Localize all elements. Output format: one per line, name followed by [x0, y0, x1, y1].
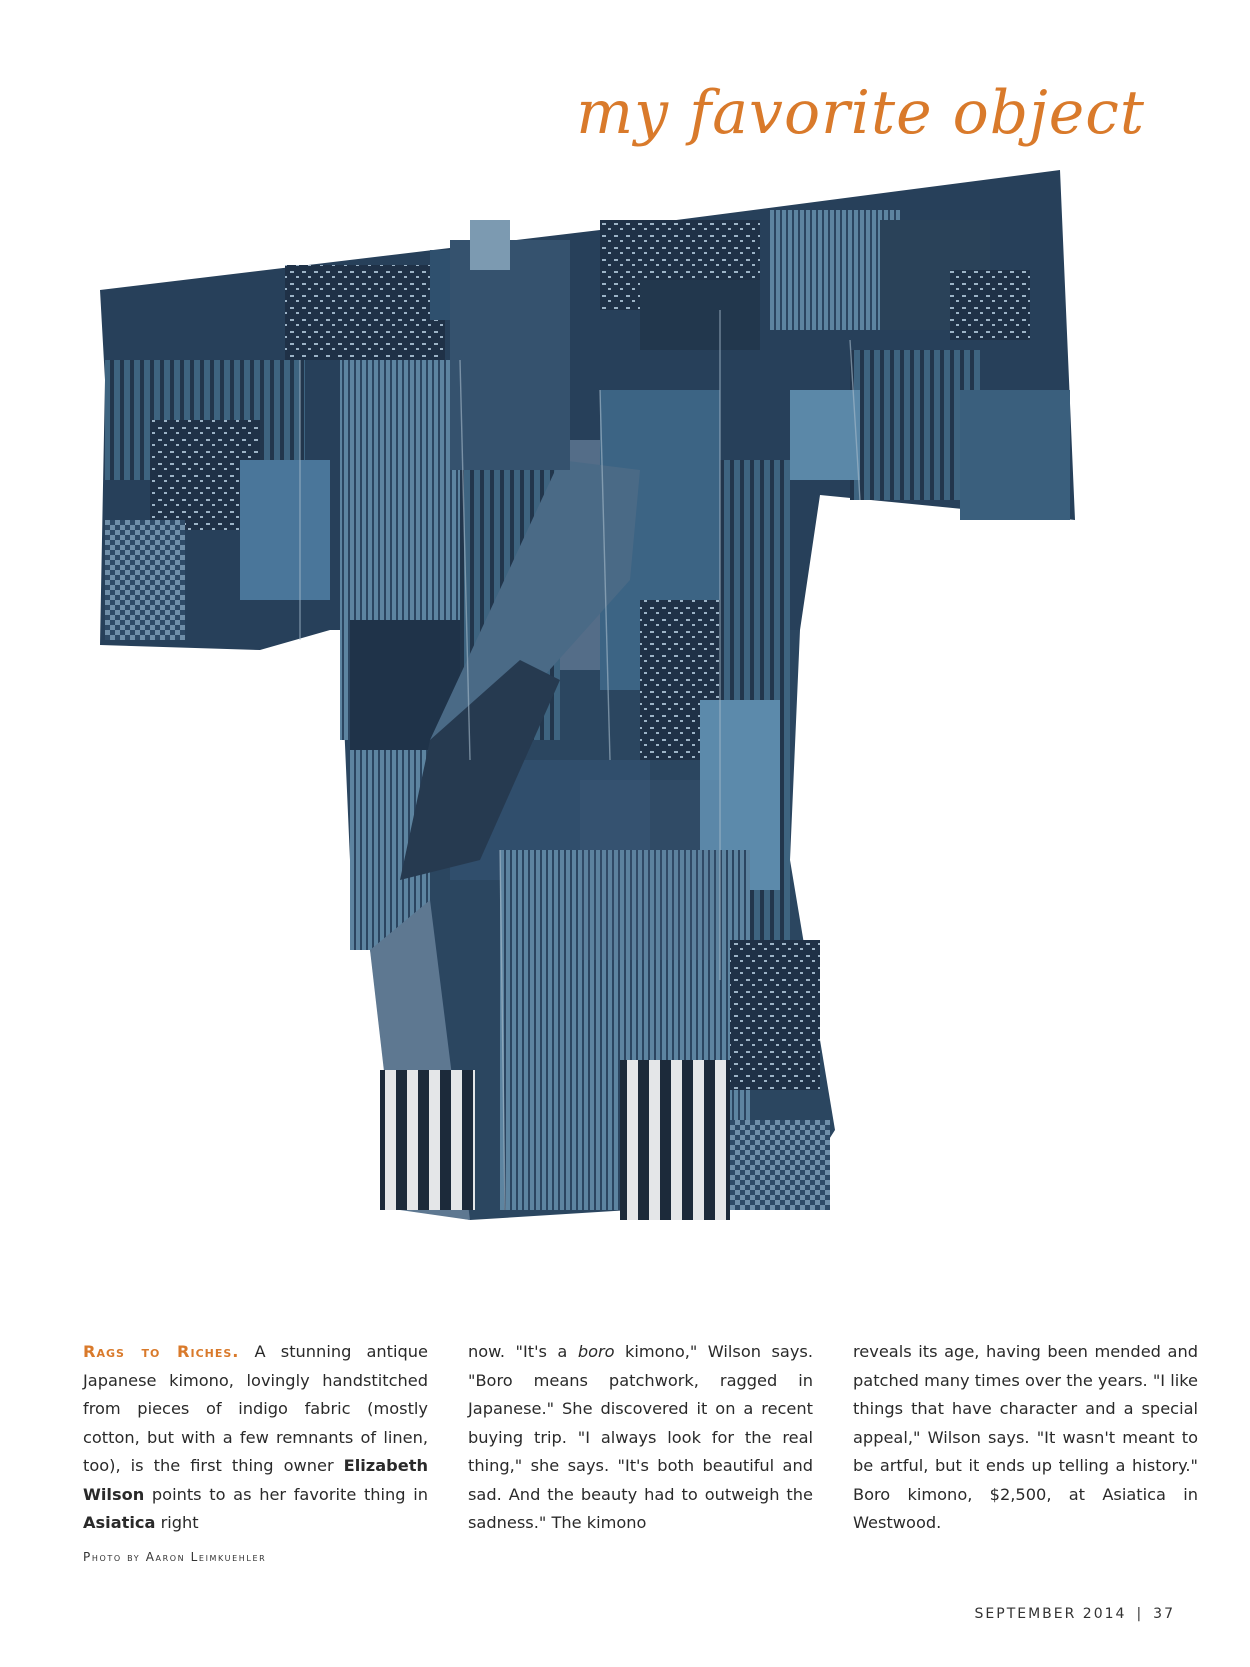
article-column-1: Rags to Riches. A stunning antique Japanese kimono, lovingly handstitched from pieces of indigo fabric (mostly cotton, but with a few remnants of linen, too), is the first thing owner Elizabeth Wilson points to as her favorite thing in Asiatica right	[83, 1342, 428, 1532]
article-kicker: Rags to Riches.	[83, 1342, 240, 1361]
page-folio	[975, 1606, 1175, 1622]
photo-credit: Photo by Aaron Leimkuehler	[83, 1550, 267, 1564]
article-body	[83, 1338, 1198, 1532]
article-column-3: reveals its age, having been mended and patched many times over the years. "I like things that have character and a special appeal," Wilson says. "It wasn't meant to be artful, but it ends up telling a history." Boro kimono, $2,500, at Asiatica in Westwood.	[853, 1342, 1198, 1532]
kimono-photo	[0, 160, 1250, 1310]
section-title: my favorite object	[576, 78, 1145, 148]
folio-separator: |	[1136, 1606, 1144, 1622]
owner-name: Elizabeth Wilson	[83, 1456, 428, 1504]
article-column-2: now. "It's a boro kimono," Wilson says. "Boro means patchwork, ragged in Japanese." She discovered it on a recent buying trip. "I always look for the real thing," she says. "It's both beautiful and sad. And the beauty had to outweigh the sadness." The kimono	[468, 1342, 813, 1532]
page-number: 37	[1153, 1606, 1175, 1622]
store-name: Asiatica	[83, 1513, 156, 1532]
issue-date: SEPTEMBER 2014	[974, 1606, 1127, 1622]
